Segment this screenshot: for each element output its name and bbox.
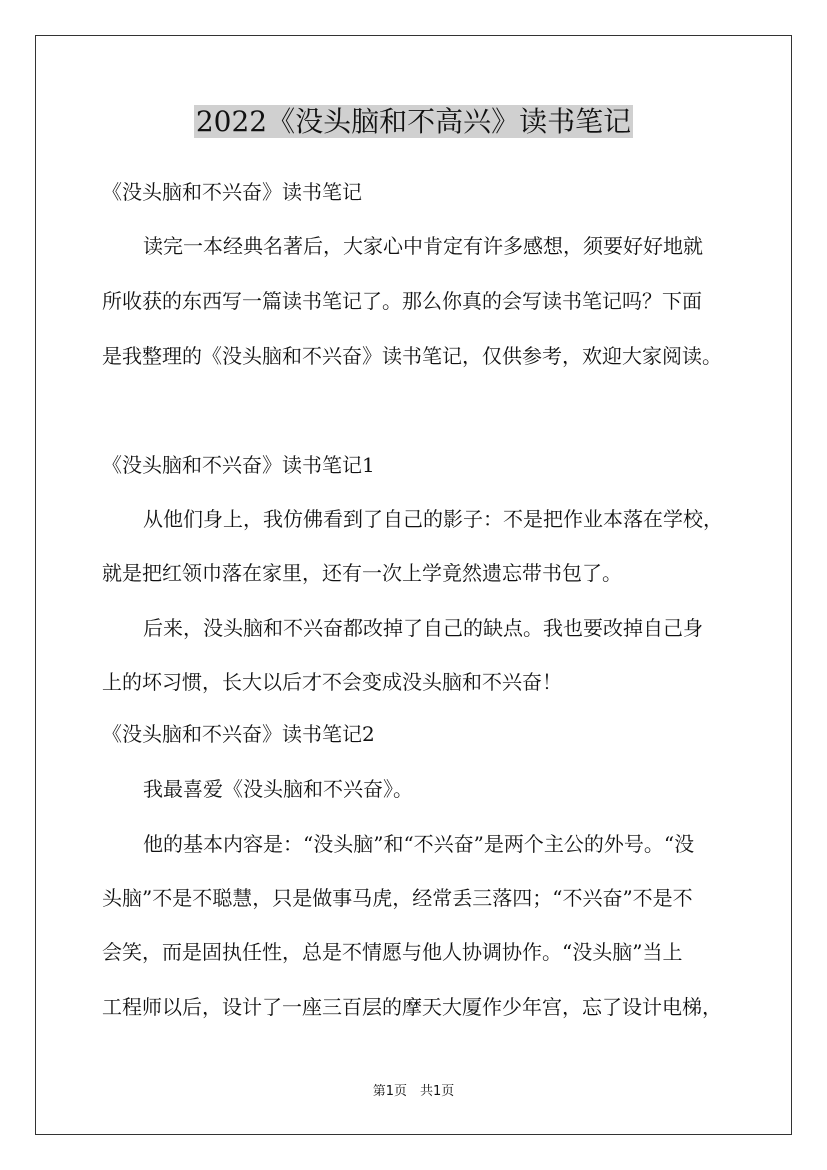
- section1-p2-line-1: 后来，没头脑和不兴奋都改掉了自己的缺点。我也要改掉自己身: [143, 616, 703, 640]
- section2-p2-line-1: 他的基本内容是：“没头脑”和“不兴奋”是两个主公的外号。“没: [143, 832, 695, 856]
- document-subtitle: 《没头脑和不兴奋》读书笔记: [102, 180, 362, 204]
- section2-heading: 《没头脑和不兴奋》读书笔记2: [102, 722, 375, 746]
- intro-line-2: 所收获的东西写一篇读书笔记了。那么你真的会写读书笔记吗？下面: [102, 289, 702, 313]
- section2-p2-line-3: 会笑，而是固执任性，总是不情愿与他人协调协作。“没头脑”当上: [102, 940, 683, 964]
- section1-p1-line-1: 从他们身上，我仿佛看到了自己的影子：不是把作业本落在学校，: [143, 507, 723, 531]
- section2-p1: 我最喜爱《没头脑和不兴奋》。: [143, 777, 413, 801]
- document-title: 2022《没头脑和不高兴》读书笔记: [195, 105, 632, 138]
- section1-p2-line-2: 上的坏习惯，长大以后才不会变成没头脑和不兴奋！: [102, 670, 562, 694]
- section2-p2-line-4: 工程师以后，设计了一座三百层的摩天大厦作少年宫，忘了设计电梯，: [102, 995, 722, 1019]
- section1-heading: 《没头脑和不兴奋》读书笔记1: [102, 453, 375, 477]
- intro-line-1: 读完一本经典名著后，大家心中肯定有许多感想，须要好好地就: [143, 234, 703, 258]
- section2-p2-line-2: 头脑”不是不聪慧，只是做事马虎，经常丢三落四；“不兴奋”不是不: [102, 886, 693, 910]
- page-number: 第1页 共1页: [372, 1084, 455, 1099]
- intro-line-3: 是我整理的《没头脑和不兴奋》读书笔记，仅供参考，欢迎大家阅读。: [102, 344, 722, 368]
- section1-p1-line-2: 就是把红领巾落在家里，还有一次上学竟然遗忘带书包了。: [102, 561, 622, 585]
